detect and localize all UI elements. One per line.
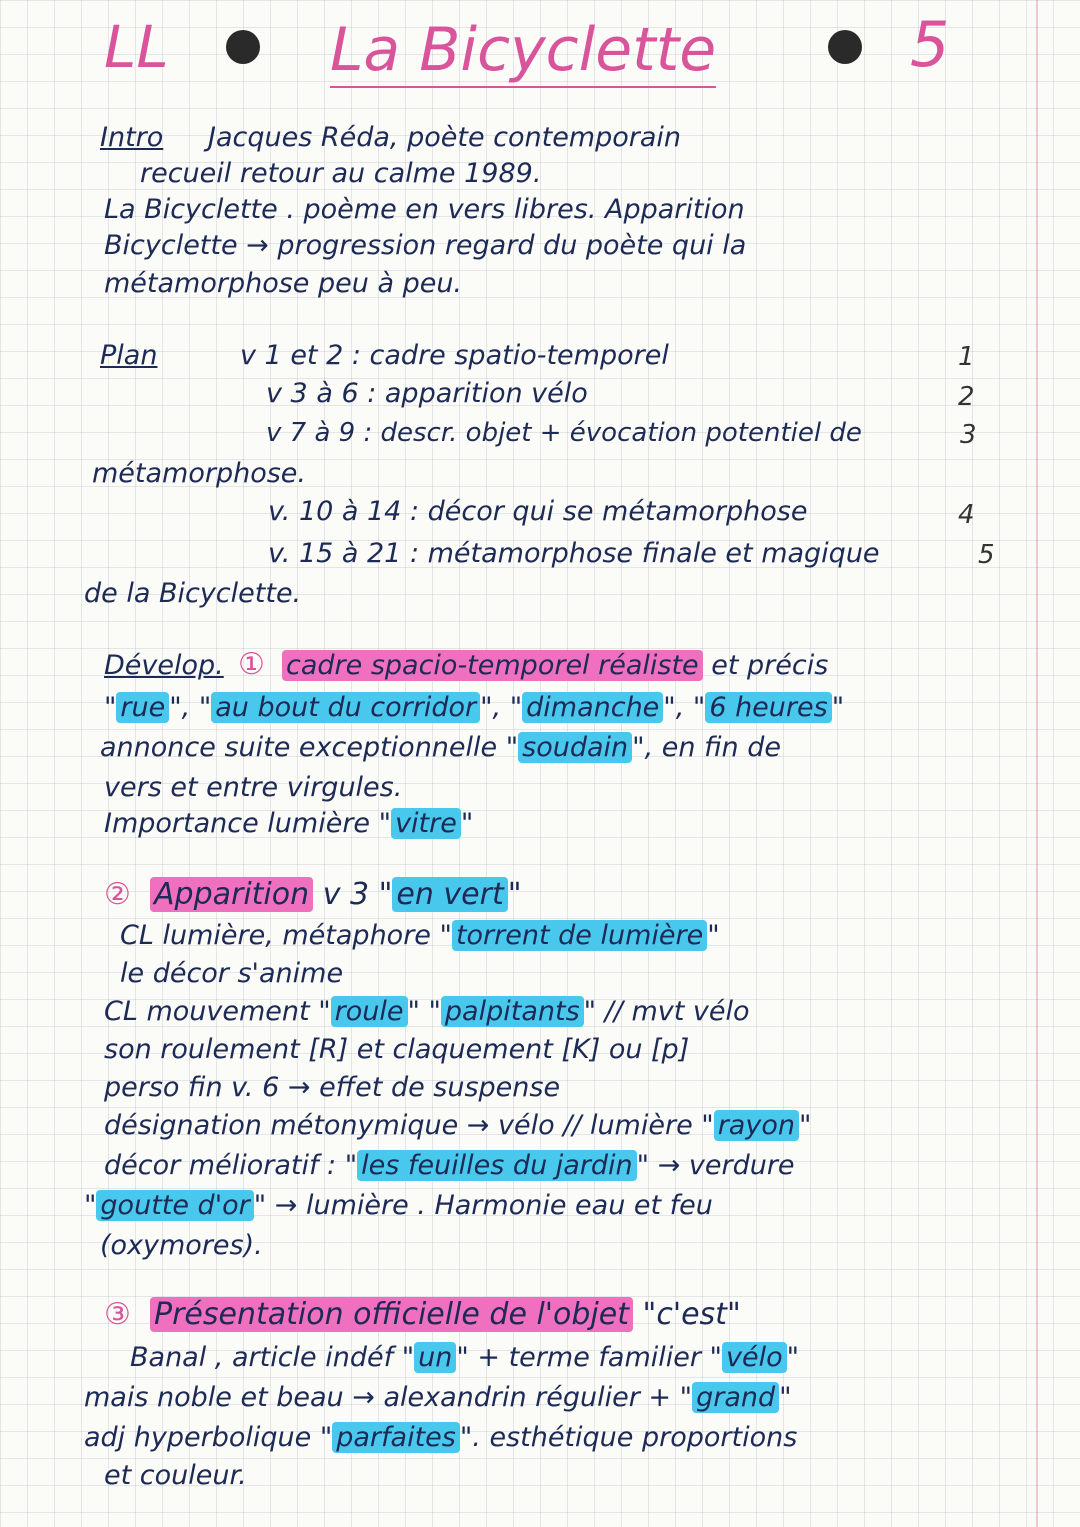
plan-item: métamorphose. xyxy=(92,458,306,489)
plan-item: v 7 à 9 : descr. objet + évocation potentiel de xyxy=(266,418,862,448)
text-line: son roulement [R] et claquement [K] ou [p] xyxy=(104,1034,690,1065)
circled-number: ③ xyxy=(104,1297,131,1332)
text-line: CL lumière, métaphore " torrent de lumière " xyxy=(120,920,720,951)
text-line: adj hyperbolique " parfaites ". esthétique proportions xyxy=(84,1422,798,1453)
plan-item: v. 15 à 21 : métamorphose finale et magique xyxy=(268,538,880,569)
plan-number: 3 xyxy=(960,420,977,450)
text-line: décor mélioratif : " les feuilles du jardin " → verdure xyxy=(104,1150,795,1181)
text-line: mais noble et beau → alexandrin régulier + " grand " xyxy=(84,1382,792,1413)
text-line: le décor s'anime xyxy=(120,958,344,989)
intro-label: Intro xyxy=(100,122,164,153)
plan-item: v 3 à 6 : apparition vélo xyxy=(266,378,588,409)
circled-number: ① xyxy=(238,647,265,682)
plan-number: 5 xyxy=(978,540,995,570)
dev-label: Dévelop. xyxy=(104,650,224,681)
circled-number: ② xyxy=(104,877,131,912)
plan-number: 1 xyxy=(958,342,975,372)
binder-hole-right xyxy=(828,30,862,64)
plan-label: Plan xyxy=(100,340,158,371)
course-code: LL xyxy=(104,13,169,81)
text-line: (oxymores). xyxy=(100,1230,263,1261)
plan-number: 2 xyxy=(958,382,975,412)
quotes-line: " rue ", " au bout du corridor ", " dimanche ", " 6 heures " xyxy=(104,692,845,723)
plan-number: 4 xyxy=(958,500,975,530)
plan-item: de la Bicyclette. xyxy=(84,578,302,609)
intro-text: métamorphose peu à peu. xyxy=(104,268,463,299)
text-line: perso fin v. 6 → effet de suspense xyxy=(104,1072,561,1103)
plan-item: v 1 et 2 : cadre spatio-temporel xyxy=(240,340,669,371)
margin-line xyxy=(1036,0,1038,1527)
text-line: " goutte d'or " → lumière . Harmonie eau et feu xyxy=(84,1190,713,1221)
text-line: Banal , article indéf " un " + terme familier " vélo " xyxy=(130,1342,800,1373)
text-line: Importance lumière " vitre " xyxy=(104,808,474,839)
intro-text: La Bicyclette . poème en vers libres. Apparition xyxy=(104,194,745,225)
text-line: CL mouvement " roule " " palpitants " // mvt vélo xyxy=(104,996,750,1027)
text-line: désignation métonymique → vélo // lumière " rayon " xyxy=(104,1110,812,1141)
intro-text: Bicyclette → progression regard du poète qui la xyxy=(104,230,747,261)
intro-text: recueil retour au calme 1989. xyxy=(140,158,542,189)
section-heading: Présentation officielle de l'objet "c'est" xyxy=(150,1300,741,1330)
text-line: et couleur. xyxy=(104,1460,247,1491)
intro-text: Jacques Réda, poète contemporain xyxy=(208,122,682,153)
section-heading: Apparition v 3 " en vert " xyxy=(150,880,522,910)
section-heading: cadre spacio-temporel réaliste et précis xyxy=(282,652,828,679)
plan-item: v. 10 à 14 : décor qui se métamorphose xyxy=(268,496,808,527)
page-number: 5 xyxy=(910,8,950,81)
binder-hole-left xyxy=(226,30,260,64)
page-title: La Bicyclette xyxy=(330,20,716,88)
text-line: vers et entre virgules. xyxy=(104,772,403,803)
text-line: annonce suite exceptionnelle " soudain ", en fin de xyxy=(100,732,781,763)
